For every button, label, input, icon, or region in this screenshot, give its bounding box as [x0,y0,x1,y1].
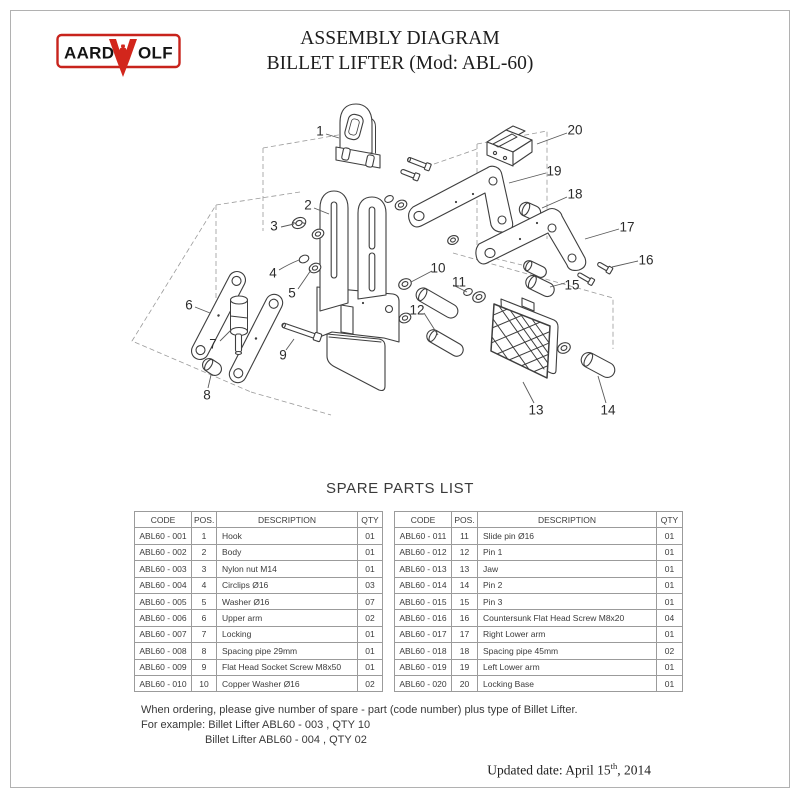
cell-description: Pin 2 [478,577,657,593]
part-spacing-pipe-29 [200,356,224,378]
table-row [395,561,683,577]
logo-text-right: OLF [138,43,173,63]
cell-pos: 9 [192,659,217,675]
callout-15: 15 [564,277,580,293]
part-body [317,191,399,391]
cell-pos: 16 [452,610,478,626]
col-pos: POS. [452,512,478,528]
cell-pos: 5 [192,593,217,609]
cell-description: Nylon nut M14 [217,561,358,577]
cell-code: ABL60 - 010 [135,675,192,691]
callout-20: 20 [567,122,583,138]
cell-qty: 01 [358,643,383,659]
part-jaw [491,291,592,400]
callout-2: 2 [304,197,312,213]
callout-17: 17 [619,219,635,235]
table-row [135,626,383,642]
cell-pos: 6 [192,610,217,626]
cell-code: ABL60 - 006 [135,610,192,626]
title-line-2: BILLET LIFTER (Mod: ABL-60) [266,53,534,74]
cell-qty: 01 [657,561,683,577]
note-line-1: When ordering, please give number of spare - part (code number) plus type of Billet Lifter. [141,704,578,716]
cell-description: Slide pin Ø16 [478,528,657,544]
callout-16: 16 [638,252,654,268]
cell-qty: 01 [657,675,683,691]
cell-qty: 01 [657,593,683,609]
cell-description: Circlips Ø16 [217,577,358,593]
table-row [135,544,383,560]
table-row [395,610,683,626]
cell-description: Countersunk Flat Head Screw M8x20 [478,610,657,626]
cell-qty: 01 [358,544,383,560]
cell-qty: 02 [358,610,383,626]
part-left-lower-arm [409,166,513,232]
spare-parts-heading: SPARE PARTS LIST [326,480,474,497]
part-slide-pins [414,285,466,358]
cell-pos: 14 [452,577,478,593]
table-row [135,593,383,609]
callout-18: 18 [567,186,583,202]
callout-3: 3 [270,218,278,234]
cell-pos: 11 [452,528,478,544]
cell-pos: 3 [192,561,217,577]
callout-5: 5 [288,285,296,301]
cell-pos: 17 [452,626,478,642]
cell-code: ABL60 - 011 [395,528,452,544]
cell-description: Locking Base [478,675,657,691]
callout-numbers [185,123,653,418]
cell-pos: 12 [452,544,478,560]
callout-8: 8 [203,387,211,403]
table-row [135,610,383,626]
cell-code: ABL60 - 002 [135,544,192,560]
table-row [135,528,383,544]
table-row [395,643,683,659]
cell-qty: 01 [358,659,383,675]
cell-description: Copper Washer Ø16 [217,675,358,691]
cell-pos: 4 [192,577,217,593]
cell-code: ABL60 - 017 [395,626,452,642]
cell-description: Left Lower arm [478,659,657,675]
cell-pos: 8 [192,643,217,659]
table-row [395,659,683,675]
cell-code: ABL60 - 004 [135,577,192,593]
cell-qty: 04 [657,610,683,626]
updated-date-text: Updated date: April 15 [487,762,611,778]
callout-12: 12 [409,302,425,318]
part-pins-right [522,259,557,299]
part-screw-m8x50 [281,321,322,342]
col-qty: QTY [358,512,383,528]
cell-description: Spacing pipe 29mm [217,643,358,659]
table-row [395,675,683,691]
document-title [11,26,789,76]
table-row [395,593,683,609]
part-pin-2 [579,350,618,380]
cell-pos: 13 [452,561,478,577]
table-row [395,577,683,593]
cell-description: Flat Head Socket Screw M8x50 [217,659,358,675]
callout-4: 4 [269,265,277,281]
cell-pos: 18 [452,643,478,659]
cell-code: ABL60 - 016 [395,610,452,626]
cell-description: Locking [217,626,358,642]
cell-code: ABL60 - 019 [395,659,452,675]
ordering-notes [141,703,578,747]
callout-11: 11 [451,274,467,290]
cell-code: ABL60 - 013 [395,561,452,577]
cell-code: ABL60 - 009 [135,659,192,675]
part-hook [336,104,380,168]
cell-qty: 01 [657,626,683,642]
cell-pos: 2 [192,544,217,560]
callout-19: 19 [546,163,562,179]
cell-qty: 01 [657,528,683,544]
updated-date-year: , 2014 [617,762,651,778]
table-row [135,675,383,691]
cell-code: ABL60 - 007 [135,626,192,642]
table-row [395,544,683,560]
cell-pos: 7 [192,626,217,642]
cell-description: Washer Ø16 [217,593,358,609]
callout-7: 7 [209,336,217,352]
table-header-row [135,512,383,528]
spare-parts-table-left [134,511,383,692]
cell-description: Jaw [478,561,657,577]
table-row [135,561,383,577]
cell-pos: 19 [452,659,478,675]
cell-code: ABL60 - 001 [135,528,192,544]
cell-pos: 1 [192,528,217,544]
part-locking-base [487,126,532,166]
callout-1: 1 [316,123,324,139]
cell-qty: 01 [358,528,383,544]
updated-date [487,761,651,779]
cell-code: ABL60 - 003 [135,561,192,577]
cell-qty: 01 [657,544,683,560]
cell-qty: 07 [358,593,383,609]
cell-pos: 20 [452,675,478,691]
table-row [135,659,383,675]
callout-14: 14 [600,402,616,418]
cell-code: ABL60 - 015 [395,593,452,609]
cell-qty: 01 [358,626,383,642]
cell-pos: 10 [192,675,217,691]
col-code: CODE [395,512,452,528]
table-header-row [395,512,683,528]
table-row [135,643,383,659]
cell-qty: 03 [358,577,383,593]
cell-pos: 15 [452,593,478,609]
col-qty: QTY [657,512,683,528]
cell-description: Body [217,544,358,560]
cell-code: ABL60 - 014 [395,577,452,593]
cell-description: Right Lower arm [478,626,657,642]
assembly-diagram [111,89,681,479]
cell-code: ABL60 - 018 [395,643,452,659]
callout-6: 6 [185,297,193,313]
note-line-3: Billet Lifter ABL60 - 004 , QTY 02 [205,733,367,746]
cell-code: ABL60 - 008 [135,643,192,659]
table-row [135,577,383,593]
cell-code: ABL60 - 012 [395,544,452,560]
callout-10: 10 [430,260,446,276]
callout-9: 9 [279,347,287,363]
col-description: DESCRIPTION [478,512,657,528]
part-countersunk-screws-top [400,156,432,181]
cell-description: Spacing pipe 45mm [478,643,657,659]
cell-qty: 01 [358,561,383,577]
page-border [10,10,790,788]
col-description: DESCRIPTION [217,512,358,528]
cell-qty: 02 [358,675,383,691]
note-line-2: For example: Billet Lifter ABL60 - 003 , QTY 10 [141,718,371,731]
table-row [395,626,683,642]
callout-13: 13 [528,402,544,418]
title-line-1: ASSEMBLY DIAGRAM [300,28,500,49]
cell-qty: 02 [657,643,683,659]
cell-qty: 01 [657,659,683,675]
logo-text-left: AARD [64,43,115,63]
cell-description: Upper arm [217,610,358,626]
col-pos: POS. [192,512,217,528]
cell-description: Pin 1 [478,544,657,560]
cell-code: ABL60 - 005 [135,593,192,609]
col-code: CODE [135,512,192,528]
cell-code: ABL60 - 020 [395,675,452,691]
cell-qty: 01 [657,577,683,593]
cell-description: Hook [217,528,358,544]
updated-date-ordinal: th [610,761,618,771]
spare-parts-table-right [394,511,683,692]
table-row [395,528,683,544]
cell-description: Pin 3 [478,593,657,609]
